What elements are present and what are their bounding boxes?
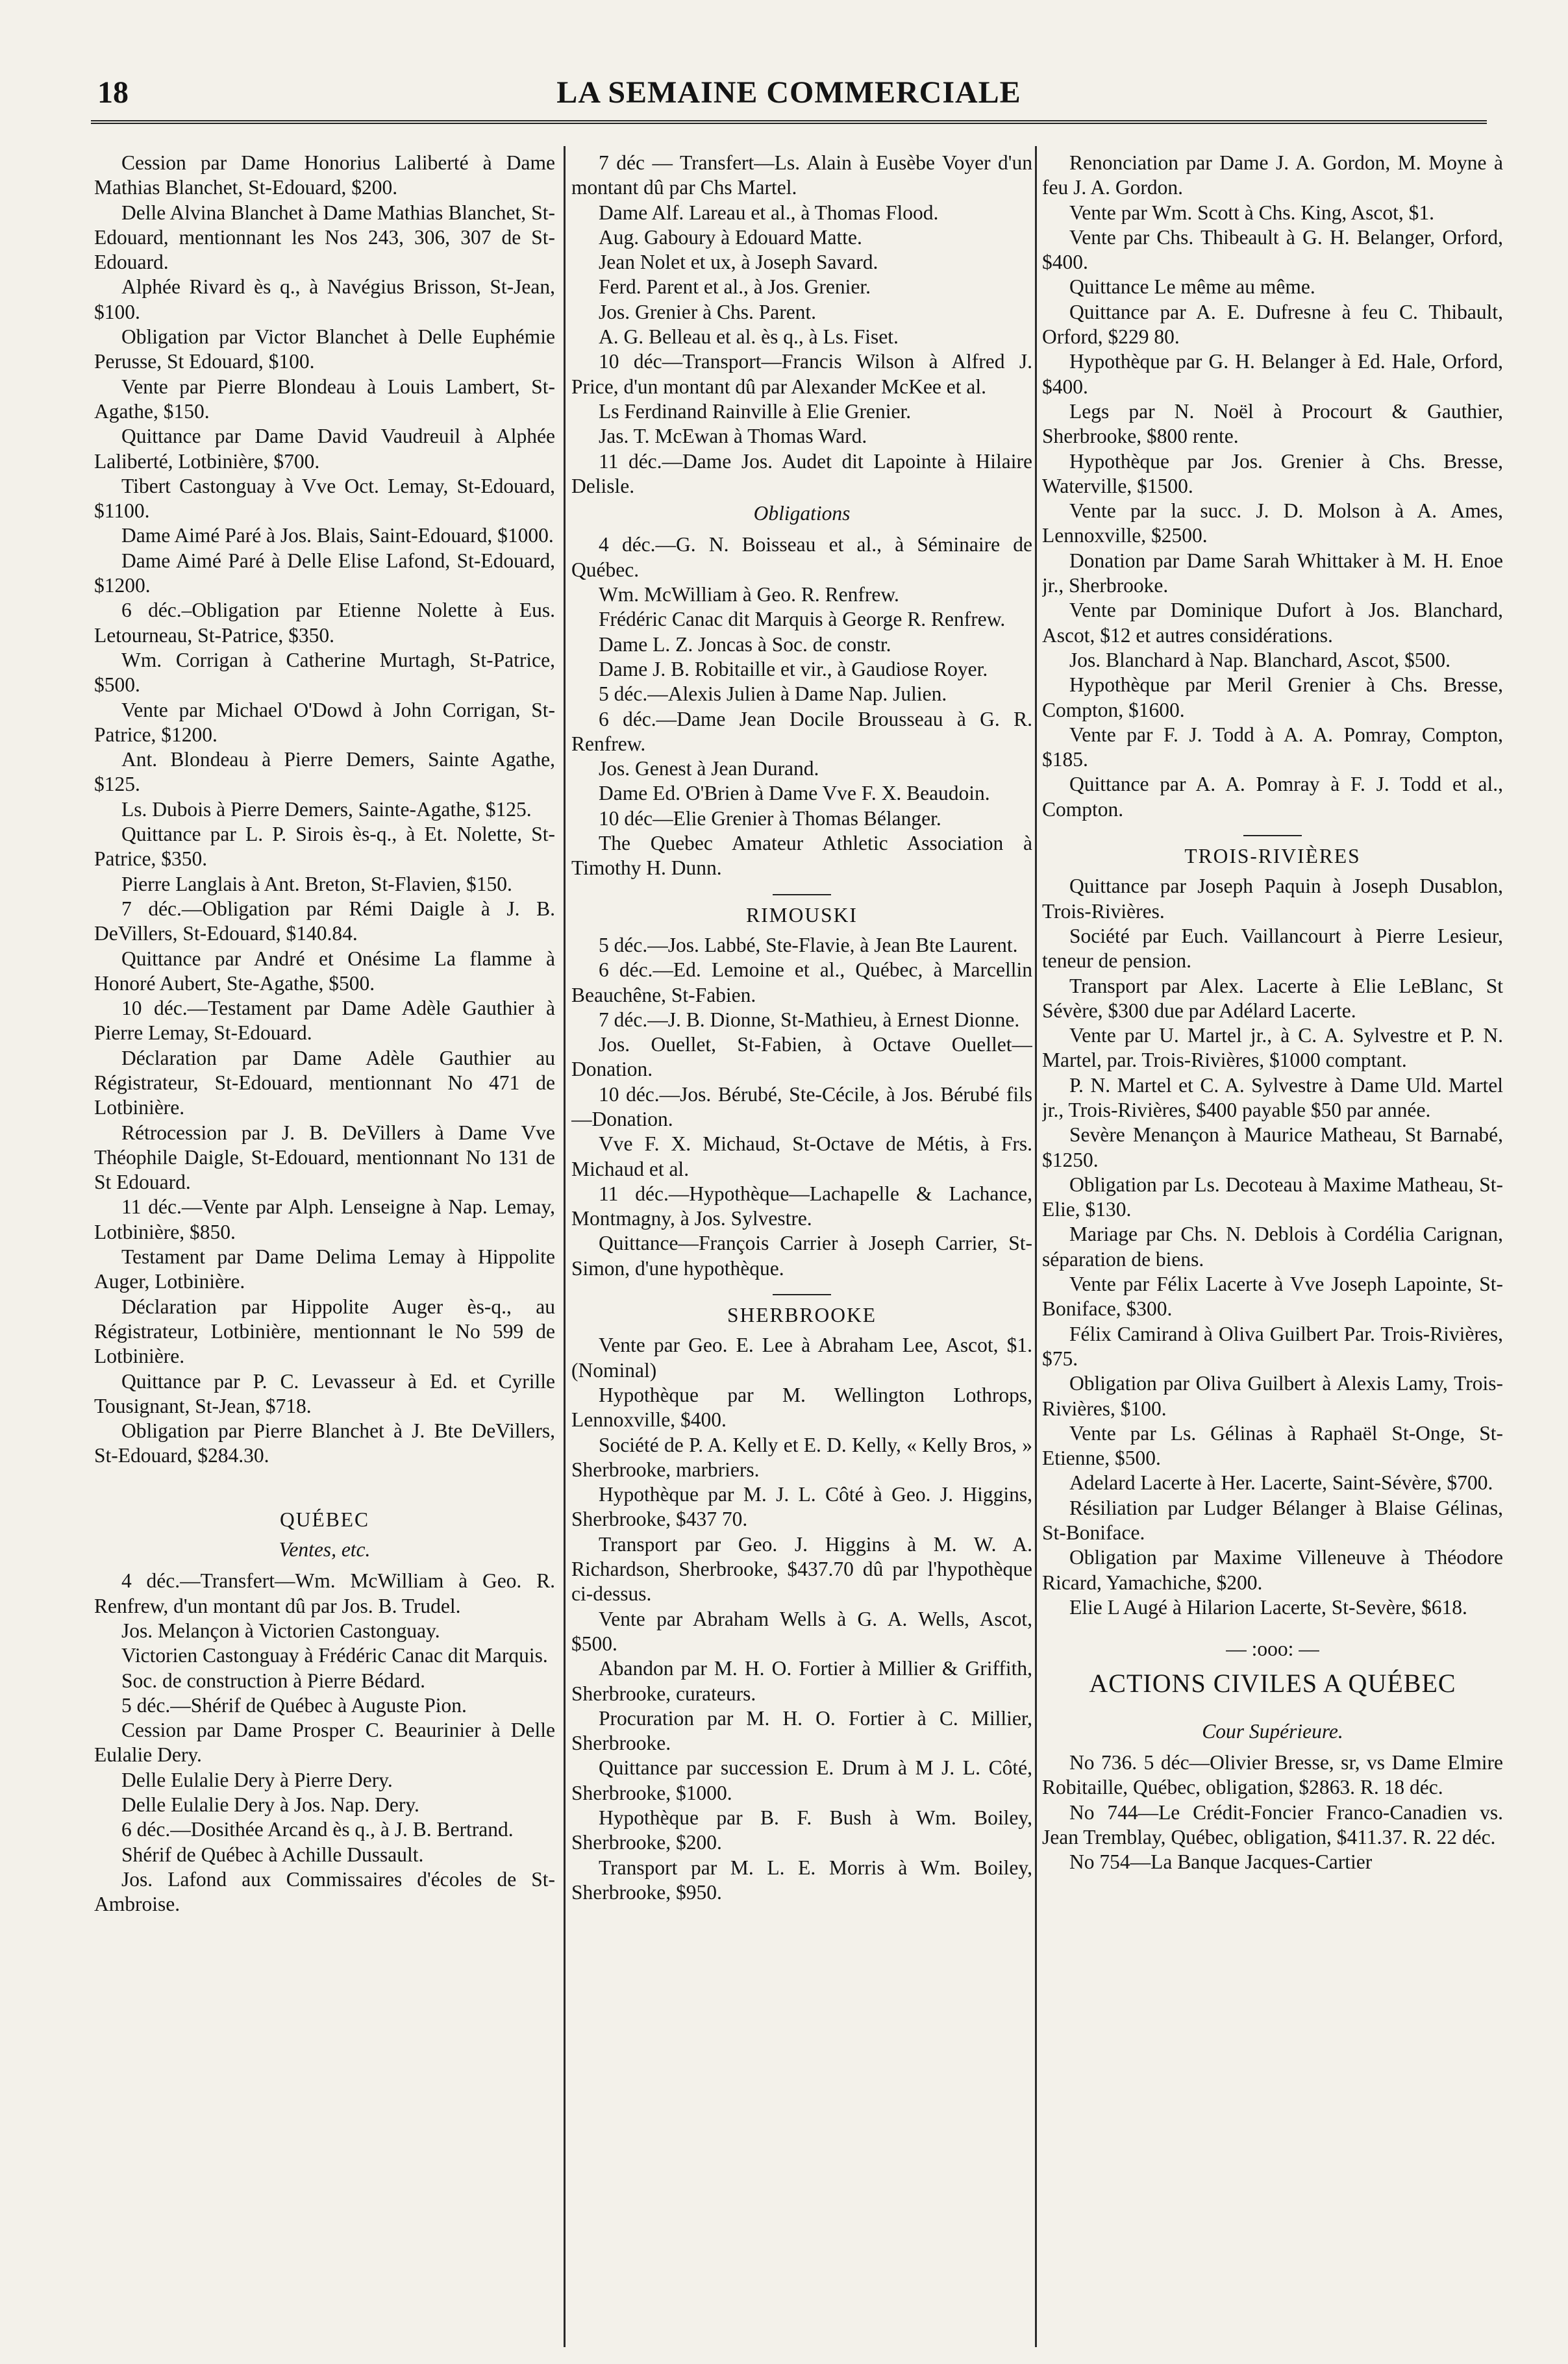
entry: Jos. Melançon à Victorien Castonguay.	[121, 1619, 440, 1642]
section-rule	[773, 1294, 831, 1295]
entry: Jas. T. McEwan à Thomas Ward.	[599, 425, 867, 448]
entry: Obligation par Pierre Blanchet à J. Bte DeVillers, St-Edouard, $284.30.	[94, 1419, 555, 1467]
entry: Jos. Grenier à Chs. Parent.	[599, 300, 817, 323]
entry: Victorien Castonguay à Frédéric Canac dit Marquis.	[121, 1644, 548, 1667]
entry: 5 déc.—Shérif de Québec à Auguste Pion.	[121, 1693, 467, 1717]
page-header	[91, 62, 1487, 124]
column-middle	[571, 151, 1032, 2352]
entry: Transport par Geo. J. Higgins à M. W. A. Richardson, Sherbrooke, $437.70 dû par l'hypothèque ci-dessus.	[571, 1532, 1032, 1606]
entry: Quittance par Dame David Vaudreuil à Alphée Laliberté, Lotbinière, $700.	[94, 425, 555, 473]
entry: The Quebec Amateur Athletic Association à Timothy H. Dunn.	[571, 832, 1032, 880]
entry: 11 déc.—Vente par Alph. Lenseigne à Nap. Lemay, Lotbinière, $850.	[94, 1195, 555, 1243]
entry: Testament par Dame Delima Lemay à Hippolite Auger, Lotbinière.	[94, 1245, 555, 1293]
spacer	[94, 1469, 555, 1501]
column-rule-left	[564, 146, 566, 2347]
entry: Quittance Le même au même.	[1069, 275, 1315, 299]
entry: No 744—Le Crédit-Foncier Franco-Canadien vs. Jean Tremblay, Québec, obligation, $411.37. R. 22 déc.	[1042, 1800, 1503, 1848]
entry: 6 déc.–Obligation par Etienne Nolette à Eus. Letourneau, St-Patrice, $350.	[94, 599, 555, 647]
entry: Dame Aimé Paré à Delle Elise Lafond, St-Edouard, $1200.	[94, 549, 555, 597]
entry: 7 déc — Transfert—Ls. Alain à Eusèbe Voyer d'un montant dû par Chs Martel.	[571, 151, 1032, 199]
entry: Hypothèque par Meril Grenier à Chs. Bresse, Compton, $1600.	[1042, 673, 1503, 721]
entry: Jos. Ouellet, St-Fabien, à Octave Ouellet—Donation.	[571, 1033, 1032, 1081]
entry: Ls. Dubois à Pierre Demers, Sainte-Agathe, $125.	[121, 797, 532, 821]
entry: P. N. Martel et C. A. Sylvestre à Dame Uld. Martel jr., Trois-Rivières, $400 payable $50 par année.	[1042, 1073, 1503, 1121]
entry: Jean Nolet et ux, à Joseph Savard.	[599, 251, 878, 274]
entry: 10 déc—Transport—Francis Wilson à Alfred J. Price, d'un montant dû par Alexander McKee et al.	[571, 350, 1032, 398]
entry: 7 déc.—Obligation par Rémi Daigle à J. B. DeVillers, St-Edouard, $140.84.	[94, 897, 555, 945]
column-right	[1042, 151, 1503, 2352]
section-heading-sherbrooke: SHERBROOKE	[727, 1304, 877, 1327]
entry: 4 déc.—G. N. Boisseau et al., à Séminaire de Québec.	[571, 533, 1032, 581]
entry: 11 déc.—Dame Jos. Audet dit Lapointe à Hilaire Delisle.	[571, 449, 1032, 497]
entry: Société par Euch. Vaillancourt à Pierre Lesieur, teneur de pension.	[1042, 924, 1503, 973]
section-rule	[773, 894, 831, 895]
entry: Vente par Chs. Thibeault à G. H. Belanger, Orford, $400.	[1042, 225, 1503, 274]
subheading-cour-superieure: Cour Supérieure.	[1202, 1719, 1343, 1743]
entry: 5 déc.—Jos. Labbé, Ste-Flavie, à Jean Bte Laurent.	[599, 933, 1018, 956]
entry: Wm. McWilliam à Geo. R. Renfrew.	[599, 583, 899, 606]
entry: Hypothèque par B. F. Bush à Wm. Boiley, Sherbrooke, $200.	[571, 1806, 1032, 1854]
entry: Vente par Ls. Gélinas à Raphaël St-Onge, St-Etienne, $500.	[1042, 1421, 1503, 1470]
entry: Félix Camirand à Oliva Guilbert Par. Trois-Rivières, $75.	[1042, 1322, 1503, 1370]
entry: Elie L Augé à Hilarion Lacerte, St-Sevère, $618.	[1069, 1595, 1467, 1619]
entry: Hypothèque par Jos. Grenier à Chs. Bresse, Waterville, $1500.	[1042, 449, 1503, 497]
entry: 4 déc.—Transfert—Wm. McWilliam à Geo. R. Renfrew, d'un montant dû par Jos. B. Trudel.	[94, 1569, 555, 1617]
page-number: 18	[97, 75, 129, 110]
entry: Quittance—François Carrier à Joseph Carrier, St-Simon, d'une hypothèque.	[571, 1232, 1032, 1280]
entry: Vente par Geo. E. Lee à Abraham Lee, Ascot, $1. (Nominal)	[571, 1334, 1032, 1382]
entry: Abandon par M. H. O. Fortier à Millier & Griffith, Sherbrooke, curateurs.	[571, 1657, 1032, 1705]
entry: Déclaration par Dame Adèle Gauthier au Régistrateur, St-Edouard, mentionnant No 471 de Lotbinière.	[94, 1046, 555, 1119]
entry: Quittance par A. A. Pomray à F. J. Todd et al., Compton.	[1042, 773, 1503, 821]
entry: Donation par Dame Sarah Whittaker à M. H. Enoe jr., Sherbrooke.	[1042, 549, 1503, 597]
entry: 10 déc.—Jos. Bérubé, Ste-Cécile, à Jos. Bérubé fils—Donation.	[571, 1082, 1032, 1130]
spacer	[1042, 1702, 1503, 1717]
entry: Dame J. B. Robitaille et vir., à Gaudiose Royer.	[599, 657, 988, 680]
entry: 10 déc.—Testament par Dame Adèle Gauthier à Pierre Lemay, St-Edouard.	[94, 997, 555, 1045]
entry: Quittance par André et Onésime La flamme à Honoré Aubert, Ste-Agathe, $500.	[94, 947, 555, 995]
entry: Vve F. X. Michaud, St-Octave de Métis, à Frs. Michaud et al.	[571, 1132, 1032, 1180]
entry: Obligation par Ls. Decoteau à Maxime Matheau, St-Elie, $130.	[1042, 1173, 1503, 1221]
entry: Jos. Genest à Jean Durand.	[599, 757, 819, 780]
entry: Cession par Dame Prosper C. Beaurinier à Delle Eulalie Dery.	[94, 1719, 555, 1767]
entry: No 736. 5 déc—Olivier Bresse, sr, vs Dame Elmire Robitaille, Québec, obligation, $2863. R. 18 déc.	[1042, 1751, 1503, 1799]
entry: Sevère Menançon à Maurice Matheau, St Barnabé, $1250.	[1042, 1123, 1503, 1171]
section-heading-quebec: QUÉBEC	[280, 1508, 369, 1531]
subheading-ventes: Ventes, etc.	[279, 1538, 371, 1561]
entry: Jos. Lafond aux Commissaires d'écoles de St-Ambroise.	[94, 1867, 555, 1916]
entry: 5 déc.—Alexis Julien à Dame Nap. Julien.	[599, 682, 947, 706]
journal-title: LA SEMAINE COMMERCIALE	[556, 75, 1021, 110]
entry: 10 déc—Elie Grenier à Thomas Bélanger.	[599, 806, 941, 830]
entry: Obligation par Maxime Villeneuve à Théodore Ricard, Yamachiche, $200.	[1042, 1546, 1503, 1594]
entry: Résiliation par Ludger Bélanger à Blaise Gélinas, St-Boniface.	[1042, 1496, 1503, 1545]
entry: Quittance par L. P. Sirois ès-q., à Et. Nolette, St-Patrice, $350.	[94, 823, 555, 871]
entry: Dame Aimé Paré à Jos. Blais, Saint-Edouard, $1000.	[121, 524, 554, 547]
subheading-obligations: Obligations	[753, 502, 851, 525]
entry: Procuration par M. H. O. Fortier à C. Millier, Sherbrooke.	[571, 1706, 1032, 1755]
entry: Ant. Blondeau à Pierre Demers, Sainte Agathe, $125.	[94, 748, 555, 796]
entry: Ls Ferdinand Rainville à Elie Grenier.	[599, 399, 912, 423]
section-heading-actions-civiles: ACTIONS CIVILES A QUÉBEC	[1089, 1668, 1456, 1698]
ornament-separator: — :ooo: —	[1226, 1637, 1319, 1661]
entry: Quittance par A. E. Dufresne à feu C. Thibault, Orford, $229 80.	[1042, 300, 1503, 349]
entry: Quittance par P. C. Levasseur à Ed. et Cyrille Tousignant, St-Jean, $718.	[94, 1369, 555, 1417]
entry: Adelard Lacerte à Her. Lacerte, Saint-Sévère, $700.	[1069, 1471, 1493, 1495]
entry: Frédéric Canac dit Marquis à George R. Renfrew.	[599, 608, 1006, 631]
entry: Renonciation par Dame J. A. Gordon, M. Moyne à feu J. A. Gordon.	[1042, 151, 1503, 199]
entry: Delle Eulalie Dery à Jos. Nap. Dery.	[121, 1793, 419, 1816]
entry: Soc. de construction à Pierre Bédard.	[121, 1669, 425, 1692]
entry: Vente par Wm. Scott à Chs. King, Ascot, $1.	[1069, 201, 1434, 224]
entry: Rétrocession par J. B. DeVillers à Dame Vve Théophile Daigle, St-Edouard, mentionnant No 131 de St Edouard.	[94, 1121, 555, 1194]
entry: Vente par U. Martel jr., à C. A. Sylvestre et P. N. Martel, par. Trois-Rivières, $1000 comptant.	[1042, 1024, 1503, 1072]
entry: Pierre Langlais à Ant. Breton, St-Flavien, $150.	[121, 872, 512, 895]
entry: 7 déc.—J. B. Dionne, St-Mathieu, à Ernest Dionne.	[599, 1008, 1020, 1031]
entry: 6 déc.—Ed. Lemoine et al., Québec, à Marcellin Beauchêne, St-Fabien.	[571, 958, 1032, 1006]
entry: Hypothèque par G. H. Belanger à Ed. Hale, Orford, $400.	[1042, 350, 1503, 398]
entry: Vente par Dominique Dufort à Jos. Blanchard, Ascot, $12 et autres considérations.	[1042, 599, 1503, 647]
entry: Vente par Pierre Blondeau à Louis Lambert, St-Agathe, $150.	[94, 375, 555, 423]
entry: Tibert Castonguay à Vve Oct. Lemay, St-Edouard, $1100.	[94, 474, 555, 523]
section-heading-rimouski: RIMOUSKI	[746, 903, 858, 927]
entry: Alphée Rivard ès q., à Navégius Brisson, St-Jean, $100.	[94, 275, 555, 323]
entry: Aug. Gaboury à Edouard Matte.	[599, 225, 862, 249]
entry: Delle Alvina Blanchet à Dame Mathias Blanchet, St-Edouard, mentionnant les Nos 243, 306, 307 de St-Edouard.	[94, 201, 555, 274]
entry: Hypothèque par M. Wellington Lothrops, Lennoxville, $400.	[571, 1383, 1032, 1432]
entry: Ferd. Parent et al., à Jos. Grenier.	[599, 275, 871, 299]
entry: Transport par M. L. E. Morris à Wm. Boiley, Sherbrooke, $950.	[571, 1856, 1032, 1904]
entry: Société de P. A. Kelly et E. D. Kelly, « Kelly Bros, » Sherbrooke, marbriers.	[571, 1433, 1032, 1481]
entry: Vente par F. J. Todd à A. A. Pomray, Compton, $185.	[1042, 723, 1503, 771]
entry: 11 déc.—Hypothèque—Lachapelle & Lachance, Montmagny, à Jos. Sylvestre.	[571, 1182, 1032, 1230]
entry: Legs par N. Noël à Procourt & Gauthier, Sherbrooke, $800 rente.	[1042, 399, 1503, 448]
column-left	[94, 151, 555, 2352]
column-rule-right	[1035, 146, 1037, 2347]
section-rule	[1243, 835, 1302, 836]
entry: Vente par Abraham Wells à G. A. Wells, Ascot, $500.	[571, 1607, 1032, 1655]
entry: 6 déc.—Dosithée Arcand ès q., à J. B. Bertrand.	[121, 1818, 514, 1841]
entry: Wm. Corrigan à Catherine Murtagh, St-Patrice, $500.	[94, 648, 555, 697]
entry: Vente par Michael O'Dowd à John Corrigan, St-Patrice, $1200.	[94, 698, 555, 746]
entry: Quittance par succession E. Drum à M J. L. Côté, Sherbrooke, $1000.	[571, 1756, 1032, 1804]
entry: Jos. Blanchard à Nap. Blanchard, Ascot, $500.	[1069, 648, 1450, 671]
entry: Quittance par Joseph Paquin à Joseph Dusablon, Trois-Rivières.	[1042, 875, 1503, 923]
entry: Déclaration par Hippolite Auger ès-q., au Régistrateur, Lotbinière, mentionnant le No 599 de Lotbinière.	[94, 1295, 555, 1368]
entry: A. G. Belleau et al. ès q., à Ls. Fiset.	[599, 325, 899, 349]
entry: Hypothèque par M. J. L. Côté à Geo. J. Higgins, Sherbrooke, $437 70.	[571, 1483, 1032, 1531]
entry: Dame Ed. O'Brien à Dame Vve F. X. Beaudoin.	[599, 782, 990, 805]
entry: Mariage par Chs. N. Deblois à Cordélia Carignan, séparation de biens.	[1042, 1223, 1503, 1271]
entry: Dame Alf. Lareau et al., à Thomas Flood.	[599, 201, 939, 224]
entry: Cession par Dame Honorius Laliberté à Dame Mathias Blanchet, St-Edouard, $200.	[94, 151, 555, 199]
entry: Dame L. Z. Joncas à Soc. de constr.	[599, 632, 891, 656]
entry: Vente par Félix Lacerte à Vve Joseph Lapointe, St-Boniface, $300.	[1042, 1273, 1503, 1321]
entry: Vente par la succ. J. D. Molson à A. Ames, Lennoxville, $2500.	[1042, 499, 1503, 547]
entry: Obligation par Victor Blanchet à Delle Euphémie Perusse, St Edouard, $100.	[94, 325, 555, 373]
entry: 6 déc.—Dame Jean Docile Brousseau à G. R. Renfrew.	[571, 707, 1032, 755]
section-heading-trois-rivieres: TROIS-RIVIÈRES	[1184, 845, 1361, 868]
entry: Transport par Alex. Lacerte à Elie LeBlanc, St Sévère, $300 due par Adélard Lacerte.	[1042, 974, 1503, 1022]
entry: Obligation par Oliva Guilbert à Alexis Lamy, Trois-Rivières, $100.	[1042, 1372, 1503, 1420]
entry: Delle Eulalie Dery à Pierre Dery.	[121, 1768, 393, 1791]
entry: Shérif de Québec à Achille Dussault.	[121, 1843, 424, 1866]
entry: No 754—La Banque Jacques-Cartier	[1069, 1850, 1373, 1874]
